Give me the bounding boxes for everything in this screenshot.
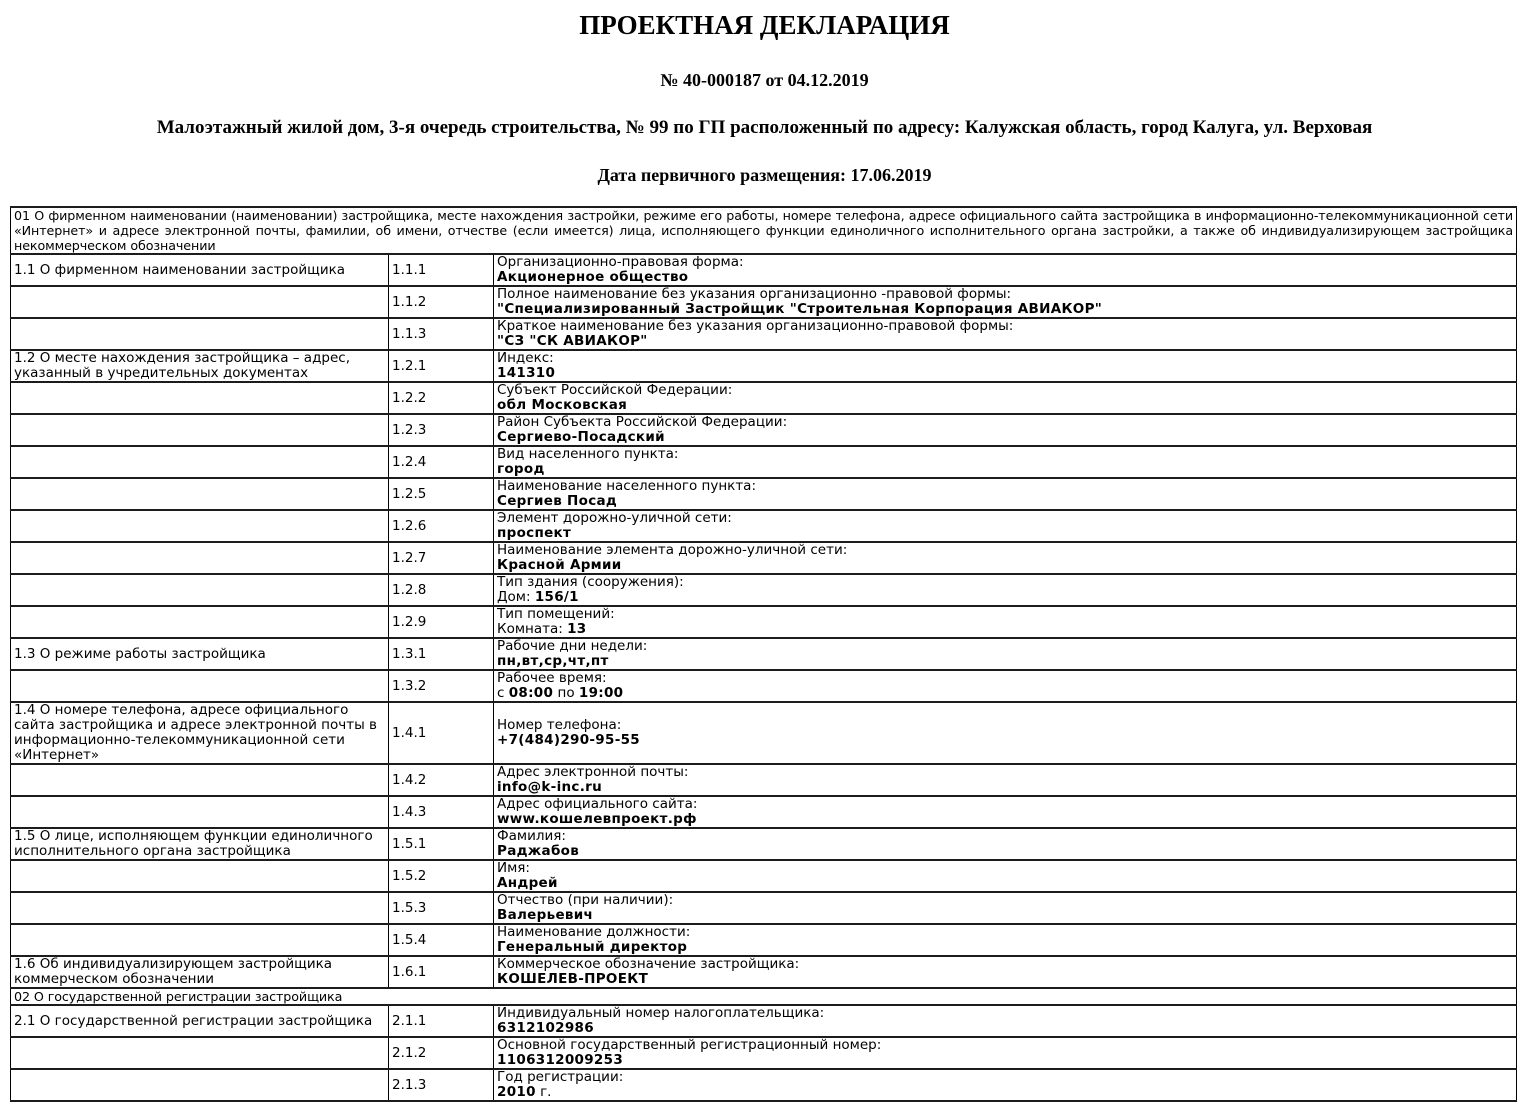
value-text: Генеральный директор [497, 939, 688, 955]
field-value [497, 733, 1513, 748]
row-number: 1.1.2 [389, 286, 494, 318]
row-field [494, 254, 1517, 286]
value-text: 141310 [497, 365, 556, 381]
row-group-label: 1.3 О режиме работы застройщика [11, 638, 389, 670]
section-header-row [11, 207, 1517, 254]
table-row [11, 956, 1517, 988]
value-text: www.кошелевпроект.рф [497, 811, 697, 827]
row-field [494, 764, 1517, 796]
row-number: 1.4.2 [389, 764, 494, 796]
table-row [11, 828, 1517, 860]
row-field [494, 956, 1517, 988]
row-field [494, 510, 1517, 542]
field-label: Индекс: [497, 350, 554, 366]
field-label: Индивидуальный номер налогоплательщика: [497, 1005, 825, 1021]
field-label: Основной государственный регистрационный номер: [497, 1037, 882, 1053]
field-label: Организационно-правовая форма: [497, 254, 744, 270]
row-number: 1.3.2 [389, 670, 494, 702]
field-value [497, 366, 1513, 381]
row-field [494, 606, 1517, 638]
value-text: +7(484)290-95-55 [497, 732, 640, 748]
row-number: 1.2.2 [389, 382, 494, 414]
field-value [497, 398, 1513, 413]
row-number: 1.3.1 [389, 638, 494, 670]
field-value [497, 908, 1513, 923]
field-label: Рабочие дни недели: [497, 638, 648, 654]
field-value [497, 302, 1513, 317]
value-unit: г. [535, 1084, 552, 1100]
row-group-label [11, 318, 389, 350]
field-label: Наименование элемента дорожно-уличной сети: [497, 542, 848, 558]
row-number: 1.4.1 [389, 702, 494, 764]
field-label: Вид населенного пункта: [497, 446, 679, 462]
row-group-label [11, 478, 389, 510]
field-label: Субъект Российской Федерации: [497, 382, 733, 398]
field-label: Наименование должности: [497, 924, 691, 940]
value-unit: с [497, 685, 509, 701]
row-group-label: 1.4 О номере телефона, адресе официального сайта застройщика и адресе электронной почты в информационно-телекоммуникационной сети «Интернет» [11, 702, 389, 764]
value-unit: Комната: [497, 621, 568, 637]
row-number: 2.1.1 [389, 1005, 494, 1037]
section-header-row [11, 988, 1517, 1005]
row-number: 2.1.3 [389, 1069, 494, 1101]
value-text: Раджабов [497, 843, 580, 859]
row-field [494, 574, 1517, 606]
field-label: Наименование населенного пункта: [497, 478, 756, 494]
row-field [494, 414, 1517, 446]
row-group-label [11, 796, 389, 828]
field-label: Краткое наименование без указания организационно-правовой формы: [497, 318, 1014, 334]
row-number: 2.1.2 [389, 1037, 494, 1069]
value-text: Акционерное общество [497, 269, 689, 285]
table-row [11, 542, 1517, 574]
row-number: 1.5.1 [389, 828, 494, 860]
placement-date: Дата первичного размещения: 17.06.2019 [597, 165, 932, 185]
field-value [497, 812, 1513, 827]
row-field [494, 542, 1517, 574]
table-row [11, 606, 1517, 638]
value-text: info@k-inc.ru [497, 779, 603, 795]
page-title: ПРОЕКТНАЯ ДЕКЛАРАЦИЯ [579, 10, 950, 40]
declaration-number: № 40-000187 от 04.12.2019 [660, 70, 869, 90]
row-group-label [11, 860, 389, 892]
table-row [11, 860, 1517, 892]
row-field [494, 670, 1517, 702]
field-label: Номер телефона: [497, 717, 622, 733]
field-label: Фамилия: [497, 828, 566, 844]
field-label: Элемент дорожно-уличной сети: [497, 510, 732, 526]
table-row [11, 702, 1517, 764]
field-label: Полное наименование без указания организационно -правовой формы: [497, 286, 1012, 302]
row-number: 1.1.3 [389, 318, 494, 350]
row-field [494, 1037, 1517, 1069]
field-value [497, 558, 1513, 573]
table-row [11, 254, 1517, 286]
field-value [497, 1021, 1513, 1036]
table-row [11, 638, 1517, 670]
value-text: Красной Армии [497, 557, 622, 573]
row-field [494, 892, 1517, 924]
table-row [11, 670, 1517, 702]
row-number: 1.5.2 [389, 860, 494, 892]
field-value [497, 430, 1513, 445]
field-value [497, 876, 1513, 891]
field-value [497, 780, 1513, 795]
row-number: 1.4.3 [389, 796, 494, 828]
field-label: Адрес электронной почты: [497, 764, 689, 780]
row-group-label: 1.1 О фирменном наименовании застройщика [11, 254, 389, 286]
table-row [11, 350, 1517, 382]
field-value [497, 494, 1513, 509]
value-unit: по [553, 685, 579, 701]
field-label: Тип помещений: [497, 606, 615, 622]
row-field [494, 828, 1517, 860]
row-number: 1.2.1 [389, 350, 494, 382]
table-row [11, 796, 1517, 828]
row-field [494, 638, 1517, 670]
row-number: 1.2.9 [389, 606, 494, 638]
table-row [11, 478, 1517, 510]
object-description: Малоэтажный жилой дом, 3-я очередь строительства, № 99 по ГП расположенный по адресу: Калужская область, город Калуга, ул. Верховая [156, 117, 1373, 138]
table-row [11, 286, 1517, 318]
row-group-label [11, 764, 389, 796]
row-group-label [11, 606, 389, 638]
value-text: Сергиев Посад [497, 493, 618, 509]
field-value [497, 1053, 1513, 1068]
table-row [11, 764, 1517, 796]
field-value [497, 940, 1513, 955]
row-group-label [11, 446, 389, 478]
value-text: город [497, 461, 545, 477]
row-field [494, 860, 1517, 892]
field-value [497, 972, 1513, 987]
row-number: 1.2.3 [389, 414, 494, 446]
row-field [494, 318, 1517, 350]
value-text: КОШЕЛЕВ-ПРОЕКТ [497, 971, 649, 987]
field-label: Коммерческое обозначение застройщика: [497, 956, 800, 972]
field-value [497, 590, 1513, 605]
field-value [497, 462, 1513, 477]
row-group-label: 1.5 О лице, исполняющем функции единоличного исполнительного органа застройщика [11, 828, 389, 860]
field-label: Год регистрации: [497, 1069, 624, 1085]
row-group-label [11, 286, 389, 318]
field-label: Тип здания (сооружения): [497, 574, 684, 590]
field-value [497, 654, 1513, 669]
row-number: 1.2.4 [389, 446, 494, 478]
row-number: 1.5.4 [389, 924, 494, 956]
row-field [494, 286, 1517, 318]
table-row [11, 574, 1517, 606]
field-value [497, 622, 1513, 637]
value-text: 2010 [497, 1084, 536, 1100]
row-number: 1.1.1 [389, 254, 494, 286]
row-field [494, 382, 1517, 414]
row-group-label: 1.6 Об индивидуализирующем застройщика коммерческом обозначении [11, 956, 389, 988]
field-value [497, 844, 1513, 859]
section-header: 02 О государственной регистрации застройщика [11, 988, 1517, 1005]
row-number: 1.5.3 [389, 892, 494, 924]
field-label: Имя: [497, 860, 530, 876]
row-field [494, 478, 1517, 510]
value-text: обл Московская [497, 397, 628, 413]
row-group-label [11, 1037, 389, 1069]
row-field [494, 796, 1517, 828]
field-label: Рабочее время: [497, 670, 607, 686]
row-field [494, 1069, 1517, 1101]
row-group-label [11, 924, 389, 956]
field-value [497, 334, 1513, 349]
section-header: 01 О фирменном наименовании (наименовании) застройщика, месте нахождения застройки, режиме его работы, номере телефона, адресе официального сайта застройщика в информационно-телекоммуникационной сети «Интернет» и адресе электронной почты, фамилии, об имени, отчестве (если имеется) лица, исполняющего функции единоличного исполнительного органа застройки, а также об индивидуализирующем застройщика некоммерческом обозначении [11, 207, 1517, 254]
table-row [11, 318, 1517, 350]
row-field [494, 924, 1517, 956]
row-number: 1.2.6 [389, 510, 494, 542]
row-group-label [11, 574, 389, 606]
value-text: проспект [497, 525, 572, 541]
field-value [497, 526, 1513, 541]
row-group-label [11, 1069, 389, 1101]
value-text: 19:00 [578, 685, 624, 701]
row-group-label [11, 892, 389, 924]
field-label: Адрес официального сайта: [497, 796, 698, 812]
row-number: 1.2.5 [389, 478, 494, 510]
table-row [11, 446, 1517, 478]
row-group-label [11, 382, 389, 414]
row-field [494, 350, 1517, 382]
row-number: 1.2.8 [389, 574, 494, 606]
value-text: 08:00 [508, 685, 554, 701]
row-number: 1.2.7 [389, 542, 494, 574]
row-group-label: 2.1 О государственной регистрации застройщика [11, 1005, 389, 1037]
value-text: 1106312009253 [497, 1052, 624, 1068]
table-row [11, 924, 1517, 956]
value-text: Сергиево-Посадский [497, 429, 665, 445]
field-value [497, 1085, 1513, 1100]
field-label: Район Субъекта Российской Федерации: [497, 414, 788, 430]
field-value [497, 686, 1513, 701]
table-row [11, 414, 1517, 446]
value-text: пн,вт,ср,чт,пт [497, 653, 609, 669]
field-label: Отчество (при наличии): [497, 892, 674, 908]
table-row [11, 1069, 1517, 1101]
value-text: 6312102986 [497, 1020, 594, 1036]
row-group-label [11, 542, 389, 574]
row-field [494, 446, 1517, 478]
value-text: Валерьевич [497, 907, 594, 923]
field-value [497, 270, 1513, 285]
row-group-label [11, 510, 389, 542]
table-row [11, 892, 1517, 924]
table-row [11, 1005, 1517, 1037]
value-text: Андрей [497, 875, 558, 891]
table-row [11, 510, 1517, 542]
value-text: 13 [567, 621, 587, 637]
value-unit: Дом: [497, 589, 535, 605]
value-text: "СЗ "СК АВИАКОР" [497, 333, 648, 349]
document-header [0, 0, 1529, 186]
value-text: "Специализированный Застройщик "Строительная Корпорация АВИАКОР" [497, 301, 1103, 317]
value-text: 156/1 [534, 589, 579, 605]
row-group-label: 1.2 О месте нахождения застройщика – адрес, указанный в учредительных документах [11, 350, 389, 382]
row-group-label [11, 670, 389, 702]
table-row [11, 1037, 1517, 1069]
table-row [11, 382, 1517, 414]
row-field [494, 1005, 1517, 1037]
declaration-table [10, 206, 1517, 1102]
row-field [494, 702, 1517, 764]
row-group-label [11, 414, 389, 446]
row-number: 1.6.1 [389, 956, 494, 988]
